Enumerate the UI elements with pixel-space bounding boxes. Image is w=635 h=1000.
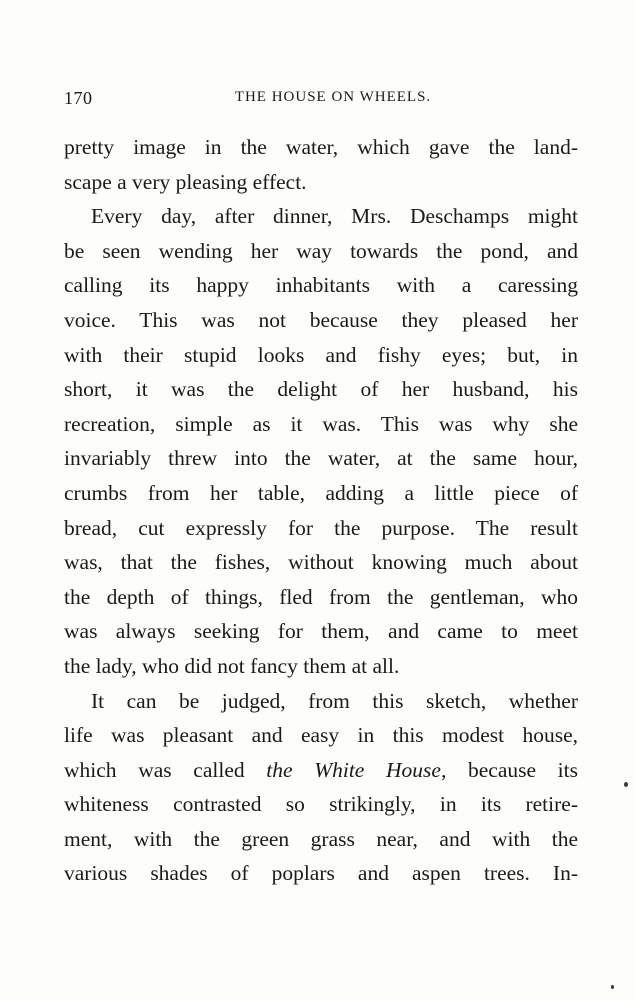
text-line: with their stupid looks and fishy eyes; but, in <box>64 342 578 367</box>
text-line: was always seeking for them, and came to meet <box>64 619 578 644</box>
text-line: be seen wending her way towards the pond, and <box>64 238 578 263</box>
paragraph-start-line: Every day, after dinner, Mrs. Deschamps might <box>91 204 578 229</box>
text-line: short, it was the delight of her husband, his <box>64 377 578 402</box>
text-line: various shades of poplars and aspen trees. In- <box>64 861 578 886</box>
text-line: ment, with the green grass near, and with the <box>64 826 578 851</box>
text-line: life was pleasant and easy in this modest house, <box>64 723 578 748</box>
running-head: THE HOUSE ON WHEELS. <box>234 89 432 105</box>
text-line: scape a very pleasing effect. <box>64 169 307 194</box>
text-line: voice. This was not because they pleased her <box>64 307 578 332</box>
text-line: pretty image in the water, which gave the land- <box>64 135 578 159</box>
text-line <box>64 753 578 788</box>
text-line: crumbs from her table, adding a little piece of <box>64 480 578 505</box>
italic-house-name: the White House, <box>266 757 447 782</box>
paragraph-start-line: It can be judged, from this sketch, whether <box>91 688 578 713</box>
text-line: bread, cut expressly for the purpose. The result <box>64 515 578 540</box>
text-line: calling its happy inhabitants with a caressing <box>64 273 578 298</box>
page-header <box>64 88 578 114</box>
text-line: invariably threw into the water, at the same hour, <box>64 446 578 471</box>
text-line: was, that the fishes, without knowing much about <box>64 550 578 575</box>
body-text <box>64 130 578 891</box>
text-line: the lady, who did not fancy them at all. <box>64 653 400 678</box>
text-line: recreation, simple as it was. This was why she <box>64 411 578 436</box>
text-line: the depth of things, fled from the gentleman, who <box>64 584 578 609</box>
ink-speck <box>624 782 628 787</box>
ink-speck <box>611 985 614 989</box>
page-number: 170 <box>64 88 93 108</box>
text-line-start: which was called <box>64 757 267 782</box>
text-line-end: because its <box>446 757 578 782</box>
text-line: whiteness contrasted so strikingly, in its retire- <box>64 792 578 817</box>
